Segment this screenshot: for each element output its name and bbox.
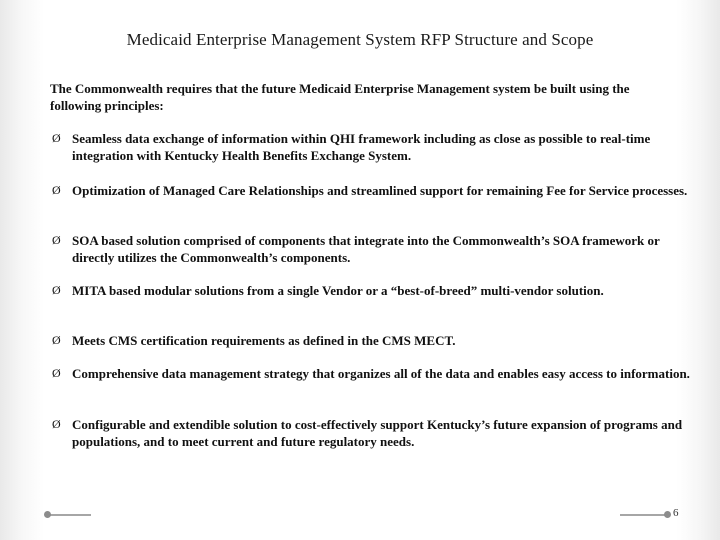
list-item-text: Meets CMS certification requirements as defined in the CMS MECT. xyxy=(72,333,456,348)
intro-paragraph: The Commonwealth requires that the future Medicaid Enterprise Management system be built using the following principles: xyxy=(50,81,630,113)
list-item xyxy=(52,416,692,450)
list-item xyxy=(52,182,692,199)
list-item xyxy=(52,232,692,266)
list-item xyxy=(52,130,692,164)
list-item-text: Optimization of Managed Care Relationships and streamlined support for remaining Fee for Service processes. xyxy=(72,183,688,198)
arrow-bullet-icon: Ø xyxy=(52,333,61,347)
list-item-text: MITA based modular solutions from a single Vendor or a “best-of-breed” multi-vendor solution. xyxy=(72,283,604,298)
footer-dot-left xyxy=(44,511,51,518)
footer-dot-right xyxy=(664,511,671,518)
list-item-text: SOA based solution comprised of components that integrate into the Commonwealth’s SOA framework or directly utilizes the Commonwealth’s components. xyxy=(72,233,660,265)
arrow-bullet-icon: Ø xyxy=(52,283,61,297)
list-item xyxy=(52,365,692,382)
list-item-text: Seamless data exchange of information within QHI framework including as close as possible to real-time integration with Kentucky Health Benefits Exchange System. xyxy=(72,131,651,163)
list-item xyxy=(52,332,692,349)
page-number: 6 xyxy=(673,507,679,519)
list-item-text: Configurable and extendible solution to cost-effectively support Kentucky’s future expansion of programs and populations, and to meet current and future regulatory needs. xyxy=(72,417,683,449)
arrow-bullet-icon: Ø xyxy=(52,183,61,197)
list-item-text: Comprehensive data management strategy that organizes all of the data and enables easy access to information. xyxy=(72,366,690,381)
arrow-bullet-icon: Ø xyxy=(52,366,61,380)
footer-rule-right xyxy=(620,514,670,516)
arrow-bullet-icon: Ø xyxy=(52,233,61,247)
slide-title: Medicaid Enterprise Management System RFP Structure and Scope xyxy=(126,30,594,49)
arrow-bullet-icon: Ø xyxy=(52,131,61,145)
list-item xyxy=(52,282,692,299)
footer-rule-left xyxy=(47,514,91,516)
arrow-bullet-icon: Ø xyxy=(52,417,61,431)
